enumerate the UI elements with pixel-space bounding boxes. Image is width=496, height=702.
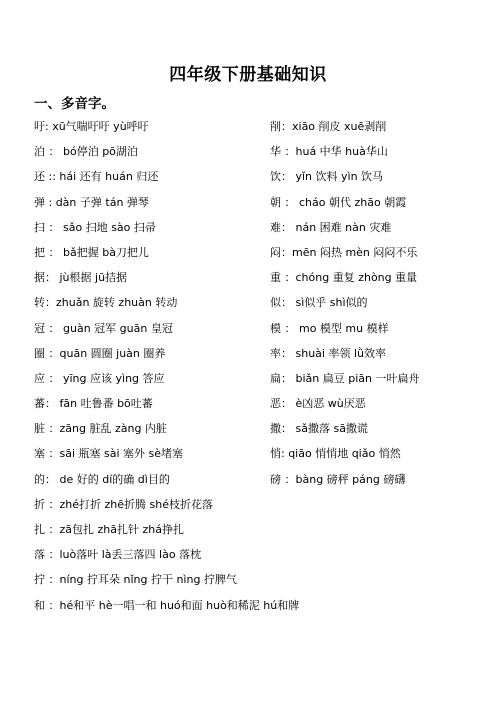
list-item: [34, 543, 474, 568]
entry-left: 蕃： fān 吐鲁番 bō吐蕃: [34, 397, 153, 411]
polyphone-list: [34, 115, 474, 619]
page-title: 四年级下册基础知识: [169, 65, 327, 85]
list-item: [34, 191, 474, 216]
entry-left: 泊 ： bó停泊 pō湖泊: [34, 145, 138, 159]
entry-full: 折 ：zhé打折 zhē折腾 shé枝折花落: [34, 497, 213, 511]
entry-left: 脏 ：zāng 脏乱 zàng 内脏: [34, 422, 167, 436]
entry-left: 扫 ： sǎo 扫地 sào 扫帚: [34, 220, 156, 234]
list-item: [34, 468, 474, 493]
entry-left: 还 :: hái 还有 huán 归还: [34, 170, 159, 184]
entry-right: 闷：mēn 闷热 mèn 闷闷不乐: [270, 245, 418, 259]
list-item: [34, 392, 474, 417]
entry-left: 冠 ： guàn 冠军 guān 皇冠: [34, 321, 173, 335]
entry-right: 华 ：huá 中华 huà华山: [270, 145, 388, 159]
list-item: [34, 568, 474, 593]
list-item: [34, 216, 474, 241]
entry-right: 磅 ：bàng 磅秤 páng 磅礴: [270, 472, 406, 486]
entry-left: 吁: xū气喘吁吁 yù呼吁: [34, 120, 149, 133]
list-item: [34, 518, 474, 543]
entry-left: 把 ： bǎ把握 bà刀把儿: [34, 245, 149, 259]
list-item: [34, 317, 474, 342]
entry-right: 悄: qiāo 悄悄地 qiǎo 悄然: [270, 447, 401, 461]
list-item: [34, 493, 474, 518]
entry-left: 转：zhuǎn 旋转 zhuàn 转动: [34, 296, 178, 310]
entry-full: 和 ：hé和平 hè一唱一和 huó和面 huò和稀泥 hú和牌: [34, 598, 300, 612]
entry-left: 应 ： yīng 应该 yìng 答应: [34, 371, 165, 385]
list-item: [34, 367, 474, 392]
entry-right: 模 ： mo 模型 mu 模样: [270, 321, 389, 335]
list-item: [34, 442, 474, 467]
entry-full: 拧 ：níng 拧耳朵 nǐng 拧干 nìng 拧脾气: [34, 573, 237, 587]
entry-left: 塞 ：sāi 瓶塞 sài 塞外 sè堵塞: [34, 447, 184, 461]
entry-right: 撒： sǎ撒落 sā撒谎: [270, 422, 368, 436]
list-item: [34, 140, 474, 165]
entry-left: 的： de 好的 dí的确 dì目的: [34, 472, 170, 486]
entry-left: 弹 : dàn 子弹 tán 弹琴: [34, 195, 149, 209]
list-item: [34, 165, 474, 190]
entry-right: 率： shuài 率领 lǜ效率: [270, 346, 386, 360]
entry-right: 似： sì似乎 shì似的: [270, 296, 368, 310]
list-item: [34, 594, 474, 619]
entry-right: 扁： biǎn 扁豆 piān 一叶扁舟: [270, 371, 420, 385]
entry-left: 圈 ：quān 圆圈 juàn 圈养: [34, 346, 166, 360]
entry-right: 重 ：chóng 重复 zhòng 重量: [270, 271, 418, 285]
list-item: [34, 241, 474, 266]
list-item: [34, 115, 474, 140]
entry-left: 据： jù根据 jū拮据: [34, 271, 128, 285]
entry-right: 难： nán 困难 nàn 灾难: [270, 220, 392, 234]
list-item: [34, 342, 474, 367]
list-item: [34, 417, 474, 442]
entry-full: 落 ：luò落叶 là丢三落四 lào 落枕: [34, 548, 202, 562]
section-heading: 一、多音字。: [34, 96, 115, 112]
entry-right: 恶： è凶恶 wù厌恶: [270, 397, 366, 411]
entry-full: 扎 ：zā包扎 zhā扎针 zhá挣扎: [34, 523, 184, 536]
entry-right: 饮： yǐn 饮料 yìn 饮马: [270, 170, 384, 184]
list-item: [34, 291, 474, 316]
entry-right: 削：xiāo 削皮 xuē剥削: [270, 120, 387, 133]
entry-right: 朝 ： cháo 朝代 zhāo 朝霞: [270, 195, 407, 209]
list-item: [34, 266, 474, 291]
